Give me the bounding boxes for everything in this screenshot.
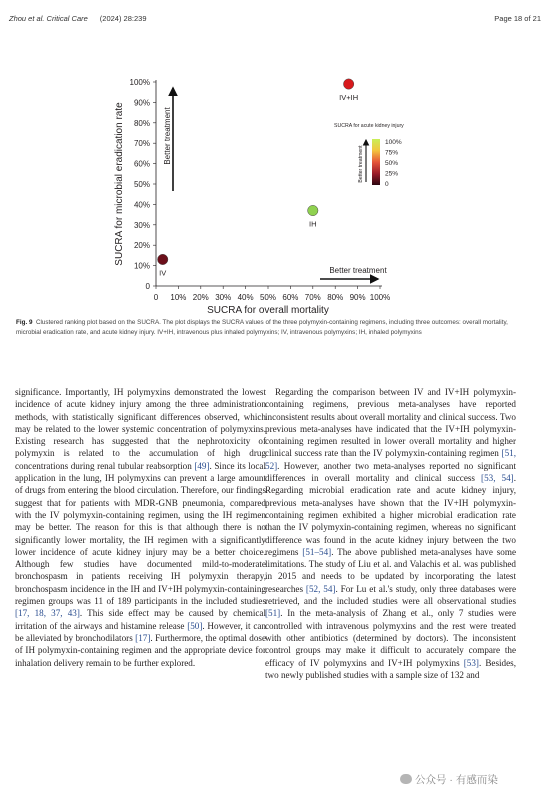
- y-tick-label: 60%: [133, 159, 150, 169]
- y-tick-label: 50%: [133, 180, 150, 189]
- citation-ref[interactable]: [17]: [135, 632, 151, 643]
- body-text: . Furthermore, the optimal dose of IH polymyxin-containing regimen and the appropriate device for inhalation delivery remain to be further explored.: [15, 632, 266, 668]
- body-text: . In the meta-analysis of Zhang et al., only 7 studies were controlled with intravenous polymyxins and the rest were treated with other antibiotics (determined by doctors). The inconsistent control groups may make it difficult to accurately compare the efficacy of IV polymyxins and IV+IH polymyxins: [265, 608, 516, 668]
- x-tick-label: 90%: [349, 293, 366, 302]
- watermark: [400, 772, 498, 787]
- x-tick-label: 0: [153, 293, 159, 302]
- citation-ref[interactable]: [51, 52]: [265, 448, 516, 471]
- watermark-text: 公众号 · 有感而染: [415, 774, 498, 786]
- x-tick-label: 100%: [369, 293, 391, 302]
- y-tick-label: 80%: [133, 118, 150, 128]
- body-text: . The above published meta-analyses have some limitations. The study of Liu et al. and Valachis et al. was published in 2015 and needs to be updated by incorporating the latest researches: [265, 546, 516, 594]
- x-tick-label: 80%: [327, 293, 344, 302]
- x-tick-label: 20%: [192, 293, 209, 302]
- citation-ref[interactable]: [53]: [463, 657, 479, 668]
- x-tick-label: 30%: [215, 293, 232, 302]
- y-tick-label: 70%: [133, 139, 150, 149]
- body-text: . Since its local application in the lung, IH polymyxins can prevent a large amount of drugs from entering the blood circulation. Therefore, our findings suggest that for patients with MDR-GNB pneumonia, compared with the IV polymyxin-containing regimen, using the IH regimen may be better. The reason for this is that although there is no significantly lower mortality, the IH regimen with a significantly lower incidence of acute kidney injury may be a better choice. Although few studies have documented mild-to-moderate bronchospasm in patients receiving IH polymyxin therapy, bronchospasm incidence in the IH and IV+IH polymyxin-containing regimen groups was 11 of 189 participants in the included studies: [15, 460, 266, 607]
- colorbar-tick-label: 25%: [385, 170, 399, 178]
- body-column-right: [265, 386, 516, 681]
- citation-ref[interactable]: [53, 54]: [481, 473, 514, 484]
- body-text: . However, another two meta-analyses reported no significant differences in overall mortality and clinical success: [265, 460, 516, 484]
- y-tick-label: 0: [145, 282, 150, 291]
- y-tick-label: 40%: [133, 200, 150, 210]
- colorbar-side-label: Better treatment: [358, 145, 364, 183]
- point-label: IV+IH: [339, 93, 359, 103]
- colorbar-tick-label: 75%: [385, 149, 399, 157]
- colorbar-rect: [372, 139, 380, 185]
- figure-caption: [16, 318, 516, 338]
- y-tick-label: 100%: [129, 78, 150, 87]
- body-text: . Besides, two newly published studies with a sample size of 132 and: [265, 657, 517, 680]
- point-label: IH: [309, 219, 317, 229]
- running-header: [9, 14, 146, 23]
- y-tick-label: 20%: [133, 241, 150, 251]
- body-text: . Regarding microbial eradication rate and acute kidney injury, previous meta-analyses have shown that the IV+IH polymyxin-containing regimen exhibited a higher microbial eradication rate than the IV polymyxin-containing regimen, whereas no significant difference was found in the acute kidney injury between the two regimens: [265, 473, 516, 557]
- citation-ref[interactable]: [51]: [265, 608, 281, 619]
- sucra-scatter-chart: [0, 60, 553, 315]
- point-label: IV: [159, 268, 167, 278]
- body-column-left: [15, 386, 266, 669]
- body-text: significance. Importantly, IH polymyxins demonstrated the lowest incidence of acute kidney injury among the three administration methods, with statistically significant differences observed, which may be related to the lower systemic concentration of polymyxins. Existing research has suggested that the nephrotoxicity of polymyxin is related to the accumulation of high drug concentrations during renal tubular reabsorption: [15, 387, 266, 471]
- x-better-label: Better treatment: [329, 266, 387, 275]
- x-tick-label: 10%: [170, 293, 187, 302]
- citation-ref[interactable]: [52, 54]: [305, 583, 336, 594]
- y-tick-label: 10%: [133, 261, 150, 271]
- x-axis-title: SUCRA for overall mortality: [207, 305, 329, 315]
- page-number: Page 18 of 21: [494, 14, 541, 23]
- colorbar-tick-label: 50%: [385, 160, 399, 167]
- body-text: . This side effect may be caused by chemical irritation of the airways and histamine release: [15, 608, 267, 631]
- y-better-label: Better treatment: [163, 107, 172, 165]
- citation-ref[interactable]: [50]: [187, 620, 203, 631]
- figure-label: Fig. 9: [16, 319, 33, 326]
- y-axis-title: SUCRA for microbial eradication rate: [114, 102, 125, 266]
- colorbar-tick-label: 100%: [385, 139, 402, 146]
- colorbar-tick-label: 0: [385, 181, 389, 188]
- body-text: . However, it can be alleviated by bronchodilators: [15, 620, 266, 643]
- data-point: [158, 254, 168, 264]
- data-point: [343, 79, 353, 89]
- body-text: Regarding the comparison between IV and IV+IH polymyxin-containing regimens, previous meta-analyses have reported inconsistent results about overall mortality and clinical success. Two previous meta-analyses have indicated that the IV+IH polymyxin-containing regimen resulted in lower overall mortality and higher clinical success rate than the IV polymyxin-containing regimen: [265, 387, 516, 459]
- colorbar-title: SUCRA for acute kidney injury: [334, 123, 404, 129]
- x-tick-label: 60%: [282, 293, 299, 302]
- x-tick-label: 70%: [304, 293, 321, 302]
- x-tick-label: 50%: [259, 293, 277, 302]
- citation: (2024) 28:239: [99, 14, 147, 23]
- wechat-icon: [400, 774, 412, 784]
- x-tick-label: 40%: [237, 293, 254, 302]
- citation-ref[interactable]: [49]: [194, 460, 210, 471]
- citation-ref[interactable]: [17, 18, 37, 43]: [15, 608, 80, 619]
- data-point: [308, 205, 318, 215]
- body-text: . For Lu et al.'s study, only three databases were retrieved, and the included studies were all observational studies: [265, 583, 516, 607]
- figure-caption-text: Clustered ranking plot based on the SUCRA. The plot displays the SUCRA values of the three polymyxin-containing regimens, including three outcomes: overall mortality, microbial eradication rate, and acute kidney injury. IV+IH, intravenous plus inhaled polymyxins; IV, intravenous polymyxins; IH, inhaled polymyxins: [16, 319, 508, 336]
- y-tick-label: 30%: [133, 220, 150, 230]
- y-tick-label: 90%: [133, 98, 150, 108]
- citation-ref[interactable]: [51–54]: [302, 546, 332, 557]
- journal-name: Zhou et al. Critical Care: [9, 14, 88, 23]
